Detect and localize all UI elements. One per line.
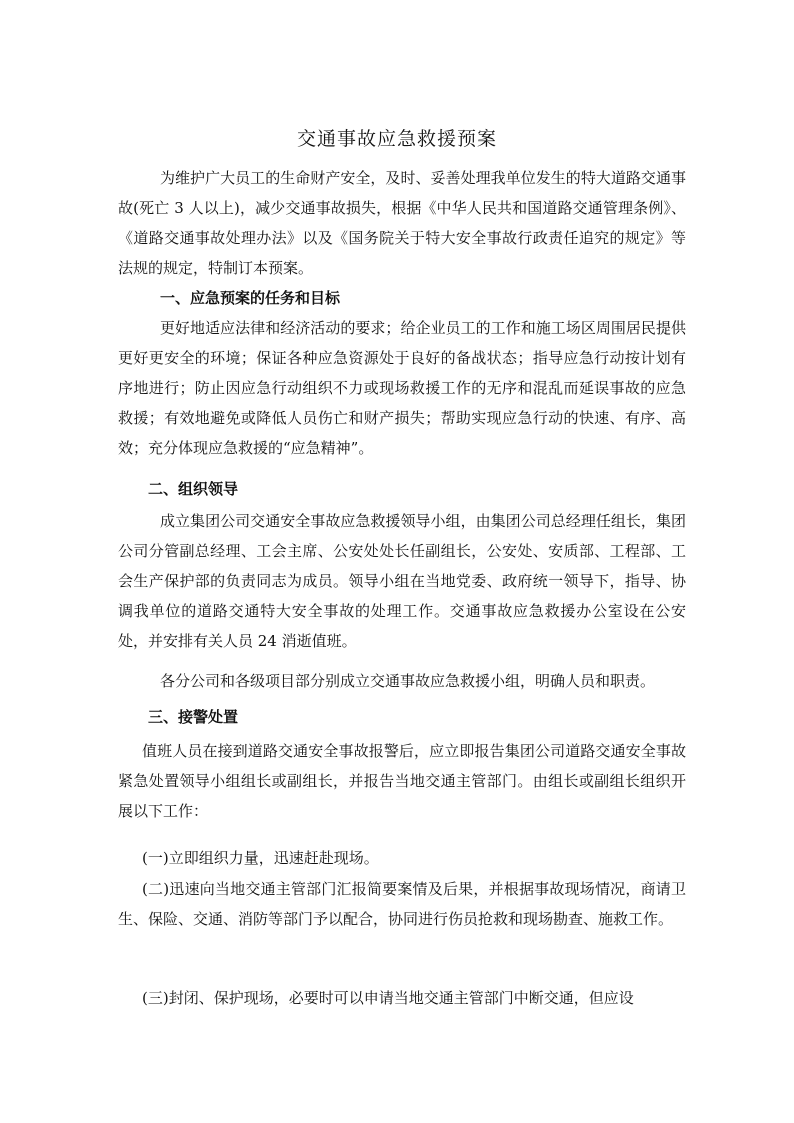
section-alarm-paragraph-1: 值班人员在接到道路交通安全事故报警后，应立即报告集团公司道路交通安全事故紧急处置领导小组组长或副组长，并报告当地交通主管部门。由组长或副组长组织开展以下工作： bbox=[118, 742, 686, 820]
section-heading-alarm: 三、接警处置 bbox=[148, 708, 239, 726]
section-alarm-item-2: (二)迅速向当地交通主管部门汇报简要案情及后果，并根据事故现场情况，商请卫生、保险、交通、消防等部门予以配合，协同进行伤员抢救和现场勘查、施救工作。 bbox=[118, 880, 686, 928]
section-organization-paragraph-2: 各分公司和各级项目部分别成立交通事故应急救援小组，明确人员和职责。 bbox=[160, 672, 656, 690]
section-tasks-paragraph: 更好地适应法律和经济活动的要求；给企业员工的工作和施工场区周围居民提供更好更安全的环境；保证各种应急资源处于良好的备战状态；指导应急行动按计划有序地进行；防止因应急行动组织不力或现场救援工作的无序和混乱而延误事故的应急救援；有效地避免或降低人员伤亡和财产损失；帮助实现应急行动的快速、有序、高效；充分体现应急救援的“应急精神”。 bbox=[118, 319, 686, 457]
section-alarm-item-3: (三)封闭、保护现场，必要时可以申请当地交通主管部门中断交通，但应设 bbox=[142, 989, 634, 1007]
intro-paragraph: 为维护广大员工的生命财产安全，及时、妥善处理我单位发生的特大道路交通事故(死亡 3 人以上)，减少交通事故损失，根据《中华人民共和国道路交通管理条例》、《道路交通事故处理办法》以及《国务院关于特大安全事故行政责任追究的规定》等法规的规定，特制订本预案。 bbox=[118, 169, 686, 277]
section-heading-organization: 二、组织领导 bbox=[148, 480, 239, 498]
document-title: 交通事故应急救援预案 bbox=[296, 128, 497, 150]
section-heading-tasks: 一、应急预案的任务和目标 bbox=[160, 289, 341, 307]
section-organization-paragraph-1: 成立集团公司交通安全事故应急救援领导小组，由集团公司总经理任组长，集团公司分管副总经理、工会主席、公安处处长任副组长，公安处、安质部、工程部、工会生产保护部的负责同志为成员。领导小组在当地党委、政府统一领导下，指导、协调我单位的道路交通特大安全事故的处理工作。交通事故应急救援办公室设在公安处，并安排有关人员 24 消逝值班。 bbox=[118, 512, 686, 650]
section-alarm-item-1: (一)立即组织力量，迅速赶赴现场。 bbox=[142, 849, 379, 867]
